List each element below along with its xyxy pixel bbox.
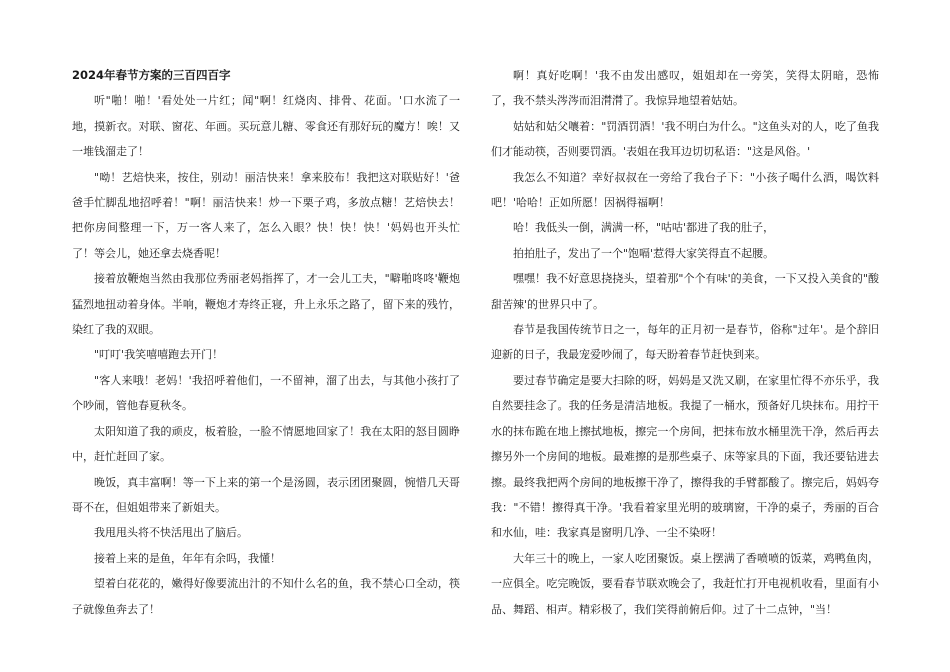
paragraph: "叮叮'我笑嘻嘻跑去开门！	[94, 348, 224, 362]
paragraph: 大年三十的晚上，一家人吃团聚饭。桌上摆满了香喷喷的饭菜，鸡鸭鱼肉，一应俱全。吃完晚饭，要看春节联欢晚会了，我赶忙打开电视机收看，里面有小品、舞蹈、相声。精彩极了，我们笑得前俯后仰。过了十二点钟，"当！	[491, 551, 879, 616]
paragraph: 嘿嘿！我不好意思挠挠头，望着那"个个有味'的美食，一下又投入美食的"酸甜苦辣'的世界只中了。	[491, 272, 879, 311]
paragraph: 太阳知道了我的顽皮，板着脸，一脸不情愿地回家了！我在太阳的怒目圆睁中，赶忙赶回了家。	[72, 424, 460, 464]
paragraph: 要过春节确定是要大扫除的呀，妈妈是又洗又刷，在家里忙得不亦乐乎，我自然要挂念了。我的任务是清洁地板。我提了一桶水，预备好几块抹布。用拧干水的抹布跪在地上擦拭地板，擦完一个房间，把抹布放水桶里洗干净，然后再去擦另外一个房间的地板。最难擦的是那些桌子、床等家具的下面，我还要钻进去擦。最终我把两个房间的地板擦干净了，擦得我的手臂都酸了。擦完后，妈妈夸我："不错！擦得真干净。'我看着家里光明的玻璃窗，干净的桌子，秀丽的百合和水仙，哇：我家真是窗明几净、一尘不染呀！	[491, 373, 879, 540]
paragraph: "客人来哦！老妈！'我招呼着他们，一不留神，溜了出去，与其他小孩打了个吵闹，管他春夏秋冬。	[72, 373, 460, 413]
paragraph: 我怎么不知道？幸好叔叔在一旁给了我台子下："小孩子喝什么酒，喝饮料吧！'哈哈！正如所愿！因祸得福啊！	[491, 170, 879, 210]
left-column	[72, 63, 460, 622]
paragraph: 望着白花花的，嫩得好像要流出汁的不知什么名的鱼，我不禁心口全动，筷子就像鱼奔去了！	[72, 577, 460, 616]
paragraph: 接着上来的是鱼，年年有余吗，我懂！	[94, 551, 281, 565]
paragraph: 哈！我低头一倒，满满一杯，"咕咕'都进了我的肚子，	[513, 221, 775, 235]
paragraph: 听"啪！啪！'看处处一片红；闻"啊！红烧肉、排骨、花面。'口水流了一地，摸新衣。对联、窗花、年画。买玩意儿糖、零食还有那好玩的魔方！唉！又一堆钱溜走了！	[72, 94, 460, 159]
paragraph: 我甩甩头将不快活甩出了脑后。	[94, 526, 248, 540]
paragraph: 姑姑和姑父嚷着："罚酒罚酒！'我不明白为什么。"这鱼头对的人，吃了鱼我们才能动筷，否则要罚酒。'表姐在我耳边切切私语："这是风俗。'	[491, 119, 879, 159]
paragraph: 春节是我国传统节日之一，每年的正月初一是春节，俗称"过年'。是个辞旧迎新的日子，我最宠爱吵闹了，每天盼着春节赶快到来。	[491, 323, 879, 362]
right-column	[491, 63, 879, 622]
paragraph: "呦！艺焙快来，按住，别动！丽洁快来！拿来胶布！我把这对联贴好！'爸爸手忙脚乱地招呼着！"啊！丽洁快来！炒一下栗子鸡，多放点糖！艺焙快去！把你房间整理一下，万一客人来了，怎么入眼？快！快！快！'妈妈也开头忙了！等会儿，她还拿去烧香呢！	[72, 170, 460, 260]
document-title: 2024年春节方案的三百四百字	[72, 68, 231, 82]
paragraph: 啊！真好吃啊！'我不由发出感叹，姐姐却在一旁笑，笑得太阴暗，恐怖了，我不禁头涔涔而泪潸潸了。我惊异地望着姑姑。	[491, 69, 879, 108]
paragraph: 接着放鞭炮当然由我那位秀丽老妈指挥了，才一会儿工夫，"噼啪咚咚'鞭炮猛烈地扭动着身体。半响，鞭炮才寿终正寝，升上永乐之路了，留下来的残竹，染红了我的双眼。	[72, 272, 460, 337]
paragraph: 晚饭，真丰富啊！等一下上来的第一个是汤圆，表示团团聚圆，惋惜几天哥哥不在，但姐姐带来了新姐夫。	[72, 475, 460, 514]
paragraph: 拍拍肚子，发出了一个"饱嗝'惹得大家笑得直不起腰。	[513, 246, 775, 260]
